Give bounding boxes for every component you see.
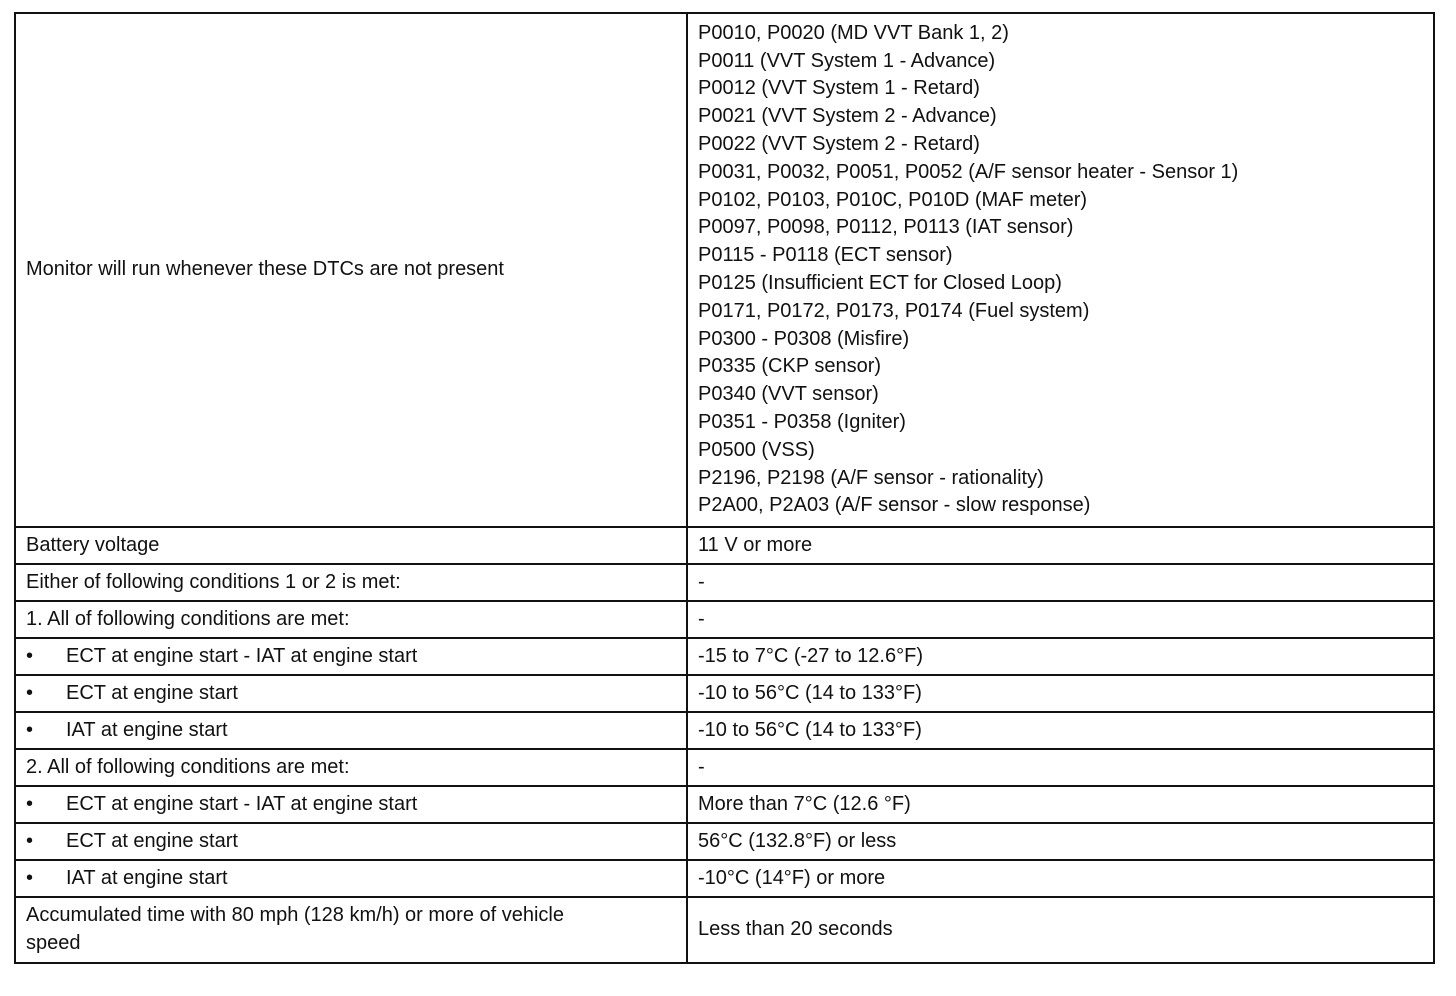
condition-value: - xyxy=(687,564,1434,601)
condition-label-text: ECT at engine start xyxy=(66,829,238,852)
dtc-list-item: P0097, P0098, P0112, P0113 (IAT sensor) xyxy=(698,216,1074,239)
bullet-icon: • xyxy=(26,866,34,889)
dtc-list-item: P2196, P2198 (A/F sensor - rationality) xyxy=(698,466,1044,489)
condition-label-line: Accumulated time with 80 mph (128 km/h) or more of vehicle xyxy=(26,904,564,927)
dtc-condition-label: Monitor will run whenever these DTCs are not present xyxy=(15,13,687,527)
table-row xyxy=(15,823,1434,860)
condition-value: -15 to 7°C (-27 to 12.6°F) xyxy=(687,638,1434,675)
condition-label xyxy=(15,897,687,963)
table-row xyxy=(15,638,1434,675)
dtc-list-item: P0012 (VVT System 1 - Retard) xyxy=(698,77,980,100)
bullet-icon: • xyxy=(26,792,34,815)
condition-label xyxy=(15,601,687,638)
conditions-table xyxy=(14,12,1435,964)
dtc-list-item: P0340 (VVT sensor) xyxy=(698,383,879,406)
bullet-icon: • xyxy=(26,681,34,704)
condition-label-text: 2. All of following conditions are met: xyxy=(26,755,350,778)
condition-label-line: speed xyxy=(26,932,81,954)
condition-label xyxy=(15,712,687,749)
condition-label-text: Battery voltage xyxy=(26,533,160,556)
condition-label xyxy=(15,786,687,823)
condition-value: More than 7°C (12.6 °F) xyxy=(687,786,1434,823)
dtc-list-item: P0125 (Insufficient ECT for Closed Loop) xyxy=(698,272,1062,294)
condition-label-text: ECT at engine start xyxy=(66,681,238,704)
condition-label-text: 1. All of following conditions are met: xyxy=(26,607,350,630)
dtc-list-item: P0022 (VVT System 2 - Retard) xyxy=(698,133,980,156)
dtc-list-item: P0010, P0020 (MD VVT Bank 1, 2) xyxy=(698,21,1009,44)
table-row xyxy=(15,786,1434,823)
dtc-list-item: P0351 - P0358 (Igniter) xyxy=(698,410,906,433)
condition-value: -10 to 56°C (14 to 133°F) xyxy=(687,675,1434,712)
condition-label-text: Either of following conditions 1 or 2 is met: xyxy=(26,570,401,593)
condition-label xyxy=(15,823,687,860)
dtc-list-item: P0300 - P0308 (Misfire) xyxy=(698,327,910,350)
table-row xyxy=(15,860,1434,897)
condition-label xyxy=(15,675,687,712)
condition-label-text: IAT at engine start xyxy=(66,718,228,741)
condition-label xyxy=(15,749,687,786)
bullet-icon: • xyxy=(26,718,34,741)
bullet-icon: • xyxy=(26,829,34,852)
dtc-list-item: P0500 (VSS) xyxy=(698,438,815,461)
condition-label xyxy=(15,527,687,564)
dtc-list-item: P0115 - P0118 (ECT sensor) xyxy=(698,244,953,267)
table-row xyxy=(15,712,1434,749)
table-row xyxy=(15,564,1434,601)
condition-value: - xyxy=(687,601,1434,638)
dtc-list-item: P0031, P0032, P0051, P0052 (A/F sensor heater - Sensor 1) xyxy=(698,160,1239,183)
condition-label-text: ECT at engine start - IAT at engine start xyxy=(66,644,418,667)
table-row xyxy=(15,601,1434,638)
table-row-speed-condition xyxy=(15,897,1434,963)
condition-label xyxy=(15,564,687,601)
condition-label xyxy=(15,860,687,897)
table-row xyxy=(15,749,1434,786)
condition-value: -10°C (14°F) or more xyxy=(687,860,1434,897)
dtc-list-item: P0102, P0103, P010C, P010D (MAF meter) xyxy=(698,188,1088,211)
table-row xyxy=(15,675,1434,712)
table-row xyxy=(15,527,1434,564)
condition-value: - xyxy=(687,749,1434,786)
condition-value: 56°C (132.8°F) or less xyxy=(687,823,1434,860)
condition-label xyxy=(15,638,687,675)
condition-value: Less than 20 seconds xyxy=(687,897,1434,963)
dtc-list-item: P0011 (VVT System 1 - Advance) xyxy=(698,49,996,72)
dtc-list-item: P0171, P0172, P0173, P0174 (Fuel system) xyxy=(698,299,1090,322)
condition-value: 11 V or more xyxy=(687,527,1434,564)
bullet-icon: • xyxy=(26,644,34,667)
dtc-list-item: P0021 (VVT System 2 - Advance) xyxy=(698,105,997,128)
dtc-list-item: P0335 (CKP sensor) xyxy=(698,355,882,378)
dtc-list-item: P2A00, P2A03 (A/F sensor - slow response) xyxy=(698,494,1091,517)
condition-value: -10 to 56°C (14 to 133°F) xyxy=(687,712,1434,749)
condition-label-text: ECT at engine start - IAT at engine start xyxy=(66,792,418,815)
dtc-list-cell xyxy=(687,13,1434,527)
table-row-dtc-exclusions xyxy=(15,13,1434,527)
condition-label-text: IAT at engine start xyxy=(66,866,228,889)
